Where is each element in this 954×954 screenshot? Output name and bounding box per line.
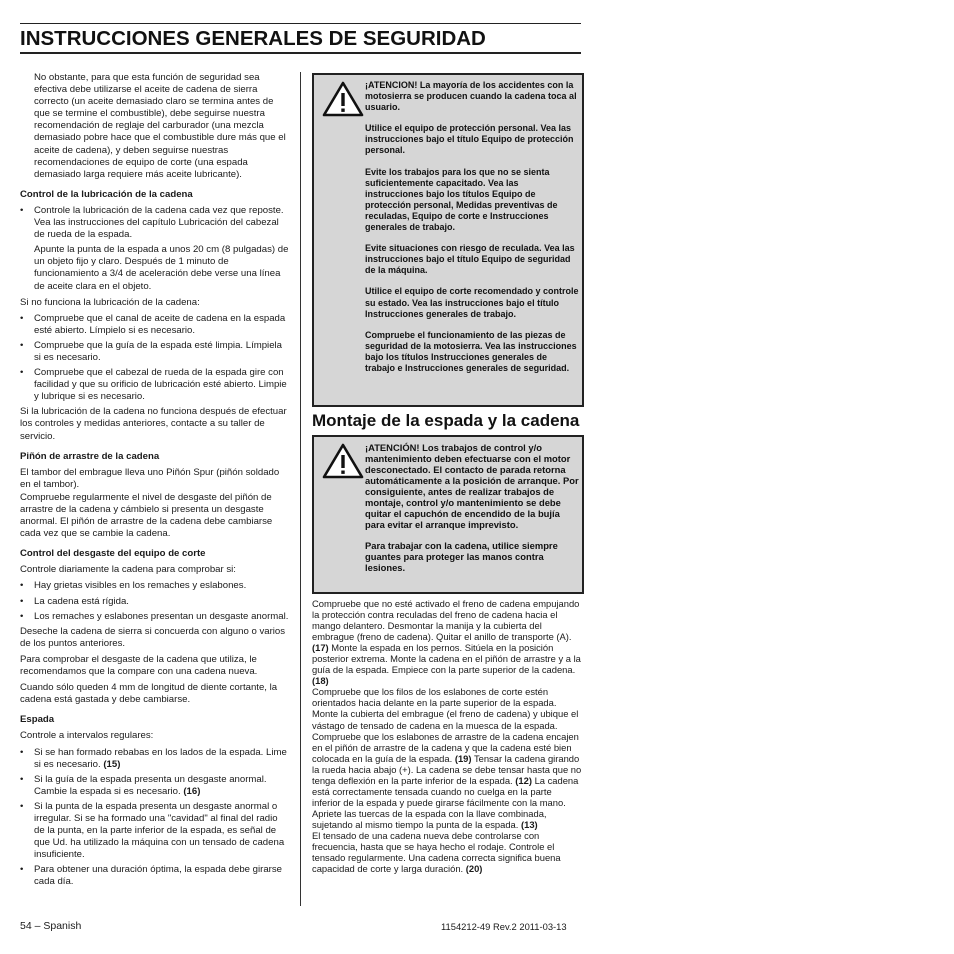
- section-title: Montaje de la espada y la cadena: [312, 411, 580, 430]
- list-item: • La cadena está rígida.: [20, 596, 290, 608]
- paragraph: Si no funciona la lubricación de la cadena:: [20, 296, 200, 308]
- list-item: • Para obtener una duración óptima, la espada debe girarse cada día.: [20, 864, 290, 888]
- text: La cadena está correctamente tensada cuando no cuelga en la parte inferior de la espada y puede girarse fácilmente con la mano. Apriete las tuercas de la espada con la llave combinada, sujetando al mismo tiempo la punta de la espada.: [312, 774, 579, 830]
- paragraph: Para comprobar el desgaste de la cadena que utiliza, le recomendamos que la compare con una cadena nueva.: [20, 653, 258, 678]
- warning-paragraph: Utilice el equipo de corte recomendado y controle su estado. Vea las instrucciones bajo el título Instrucciones generales de trabajo.: [365, 286, 579, 319]
- text: Tensar la cadena girando la rueda hacia abajo (+). La cadena se debe tensar hasta que no tenga deflexión en la parte inferior de la espada.: [312, 752, 582, 786]
- header-rule-bottom: [20, 52, 581, 54]
- paragraph: [312, 686, 582, 830]
- list-item: • Controle la lubricación de la cadena cada vez que reposte. Vea las instrucciones del capítulo Lubricación del cabezal de rueda de la espada.: [20, 205, 290, 241]
- text: El tensado de una cadena nueva debe controlarse con frecuencia, hasta que se haya hecho el rodaje. Controle el tensado regularmente. Una cadena correcta significa buena capacidad de corte y larga duración.: [312, 829, 561, 875]
- figure-ref: (19): [454, 752, 472, 764]
- warning-text: [365, 442, 579, 583]
- warning-box-accidents: [312, 73, 584, 407]
- paragraph: Compruebe regularmente el nivel de desgaste del piñón de arrastre de la cadena y cámbielo si presenta un desgaste anormal. El piñón de arrastre de la cadena debe cambiarse cada vez que se cambie la cadena.: [20, 491, 273, 540]
- warning-paragraph: ¡ATENCION! La mayoría de los accidentes con la motosierra se producen cuando la cadena toca al usuario.: [365, 80, 577, 113]
- list-item: [20, 747, 290, 771]
- page-number: 54 – Spanish: [20, 920, 82, 932]
- list-item-text: Si la guía de la espada presenta un desgaste anormal. Cambie la espada si es necesario.: [34, 773, 267, 797]
- list-item: [20, 774, 290, 798]
- paragraph: Controle a intervalos regulares:: [20, 730, 154, 742]
- assembly-instructions: [312, 598, 582, 874]
- warning-paragraph: Evite situaciones con riesgo de reculada. Vea las instrucciones bajo el título Equipo de seguridad de la máquina.: [365, 243, 575, 276]
- paragraph: [312, 598, 582, 686]
- warning-paragraph: Utilice el equipo de protección personal. Vea las instrucciones bajo el título Equipo de protección personal.: [365, 123, 574, 156]
- lubrication-heading: Control de la lubricación de la cadena: [20, 188, 193, 200]
- warning-triangle-icon: [321, 80, 365, 118]
- figure-ref: (16): [183, 785, 201, 797]
- figure-ref: (13): [521, 818, 538, 830]
- list-item: • Compruebe que el canal de aceite de cadena en la espada esté abierto. Límpielo si es necesario.: [20, 313, 290, 337]
- document-code: 1154212-49 Rev.2 2011-03-13: [441, 921, 567, 932]
- text: Compruebe que los filos de los eslabones de corte estén orientados hacia delante en la parte superior de la espada. Monte la cubierta del embrague (el freno de cadena) y ubique el vástago de tensado de cadena en la muesca de la espada. Compruebe que los eslabones de arrastre de la cadena encajen en el piñón de arrastre de la cadena y que la cadena esté bien colocada en la guía de la espada.: [312, 686, 579, 764]
- paragraph: El tambor del embrague lleva uno Piñón Spur (piñón soldado en el tambor).: [20, 466, 280, 490]
- paragraph: Si la lubricación de la cadena no funciona después de efectuar los controles y medidas anteriores, contacte a su taller de servicio.: [20, 406, 287, 442]
- list-item-continuation: Apunte la punta de la espada a unos 20 cm (8 pulgadas) de un objeto fijo y claro. Después de 1 minuto de funcionamiento a 3/4 de aceleración debe verse una línea de aceite clara en el objeto.: [34, 244, 289, 292]
- warning-paragraph: Compruebe el funcionamiento de las piezas de seguridad de la motosierra. Vea las instrucciones bajo los títulos Instrucciones generales de trabajo e Instrucciones generales de seguridad.: [365, 329, 577, 373]
- sprocket-heading: Piñón de arrastre de la cadena: [20, 450, 160, 462]
- warning-paragraph: ¡ATENCIÓN! Los trabajos de control y/o mantenimiento deben efectuarse con el motor desconectado. El contacto de parada retorna automáticamente a la posición de arranque. Por consiguiente, antes de realizar trabajos de montaje, control y/o mantenimiento se debe quitar el capuchón de encendido de la bujía para evitar el arranque imprevisto.: [365, 442, 579, 530]
- left-column: [20, 72, 290, 892]
- header-rule-top: [20, 23, 581, 24]
- figure-ref: (12): [515, 774, 532, 786]
- list-item: • Compruebe que la guía de la espada esté limpia. Límpiela si es necesario.: [20, 340, 290, 364]
- intro-paragraph: No obstante, para que esta función de seguridad sea efectiva debe utilizarse el aceite de cadena de sierra correcto (un aceite demasiado claro se termina antes de que se termine el combustible), debe seguirse nuestra recomendación de reglaje del carburador (una mezcla demasiado pobre hace que el combustible dure más que el aceite de cadena), y deben seguirse nuestras recomendaciones de equipo de corte (una espada demasiado larga requiere más aceite lubricante).: [34, 72, 286, 180]
- warning-paragraph: Para trabajar con la cadena, utilice siempre guantes para proteger las manos contra lesiones.: [365, 540, 558, 573]
- page-title: INSTRUCCIONES GENERALES DE SEGURIDAD: [20, 27, 486, 50]
- paragraph: Deseche la cadena de sierra si concuerda con alguno o varios de los puntos anteriores.: [20, 625, 286, 649]
- warning-triangle-icon: [321, 442, 365, 480]
- paragraph: [312, 830, 582, 874]
- bar-heading: Espada: [20, 714, 55, 726]
- text: Compruebe que no esté activado el freno de cadena empujando la protección contra reculadas del freno de cadena hacia el mango delantero. Desmontar la manija y la cubierta del embrague (freno de cadena). Quitar el anillo de transporte (A).: [312, 598, 580, 643]
- text: Monte la espada en los pernos. Sitúela en la posición posterior extrema. Monte la cadena en el piñón de arrastre y a la guía de la espada. Empiece con la parte superior de la cadena.: [312, 642, 581, 676]
- list-item-text: Si se han formado rebabas en los lados de la espada. Lime si es necesario.: [34, 746, 287, 770]
- list-item: • Si la punta de la espada presenta un desgaste anormal o irregular. Si se ha formado una "cavidad" al final del radio de la punta, en la parte inferior de la espada, es señal de que Ud. ha utilizado la máquina con un tensado de cadena insuficiente.: [20, 801, 290, 861]
- list-item: • Hay grietas visibles en los remaches y eslabones.: [20, 580, 290, 592]
- list-item: • Compruebe que el cabezal de rueda de la espada gire con facilidad y que su orificio de lubricación esté abierto. Limpie y lubrique si es necesario.: [20, 367, 290, 403]
- figure-ref: (17): [312, 642, 329, 654]
- column-divider: [300, 72, 301, 906]
- wear-heading: Control del desgaste del equipo de corte: [20, 548, 206, 560]
- list-item: • Los remaches y eslabones presentan un desgaste anormal.: [20, 611, 290, 623]
- figure-ref: (18): [312, 675, 329, 687]
- warning-box-maintenance: [312, 435, 584, 594]
- figure-ref: (20): [465, 863, 483, 875]
- paragraph: Controle diariamente la cadena para comprobar si:: [20, 564, 236, 576]
- paragraph: Cuando sólo queden 4 mm de longitud de diente cortante, la cadena está gastada y debe cambiarse.: [20, 682, 278, 706]
- figure-ref: (15): [103, 758, 121, 770]
- warning-text: [365, 80, 579, 384]
- warning-paragraph: Evite los trabajos para los que no se sienta suficientemente capacitado. Vea las instrucciones bajo los títulos Equipo de protección personal, Medidas preventivas de reculadas, Equipo de corte e Instrucciones generales de trabajo.: [365, 166, 558, 233]
